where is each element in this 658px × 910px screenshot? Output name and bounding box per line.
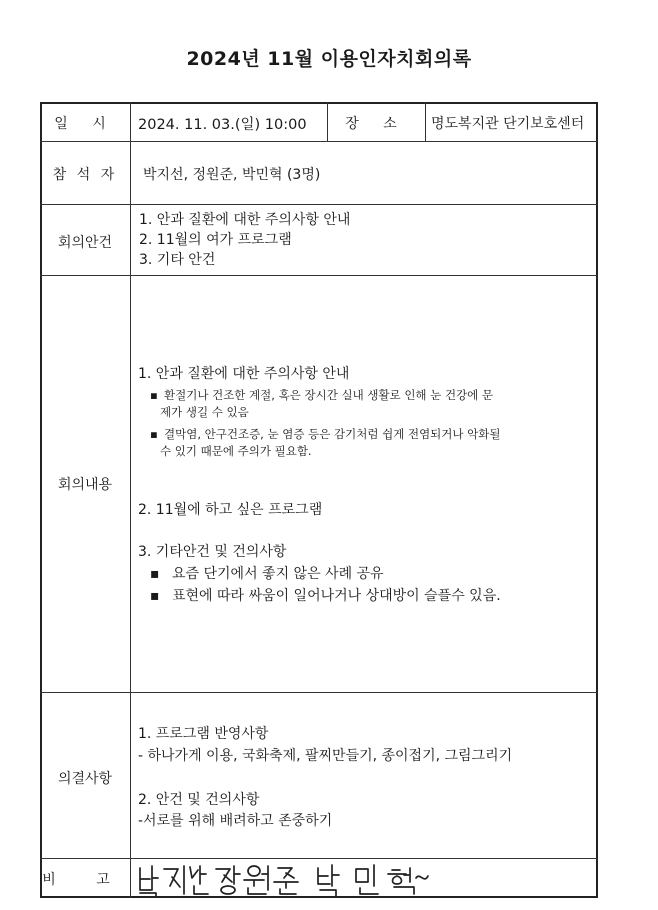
discussion-label: 회의내용	[57, 477, 113, 493]
resolutions-label: 의결사항	[57, 771, 113, 787]
discussion-section2-title: 2. 11월에 하고 싶은 프로그램	[138, 502, 323, 518]
remarks-label: 비 고	[42, 872, 128, 888]
place-label: 장 소	[345, 116, 407, 132]
discussion-section3-bullets	[150, 564, 501, 606]
row-divider	[40, 275, 598, 276]
attendees-label: 참 석 자	[52, 167, 118, 183]
bullet-text: 요즘 단기에서 좋지 않은 사례 공유	[172, 566, 384, 582]
bullet-text: 환절기나 건조한 계절, 혹은 장시간 실내 생활로 인해 눈 건강에 문	[164, 388, 494, 402]
agenda-item: 2. 11월의 여가 프로그램	[139, 232, 292, 248]
handwritten-signatures	[134, 860, 434, 898]
document-title: 2024년 11월 이용인자치회의록	[186, 48, 472, 70]
attendees-value: 박지선, 정원준, 박민혁 (3명)	[143, 167, 321, 183]
agenda-label: 회의안건	[57, 235, 113, 251]
discussion-section1-title: 1. 안과 질환에 대한 주의사항 안내	[138, 366, 350, 382]
row-divider	[40, 858, 598, 859]
bullet-icon: ▪	[150, 566, 160, 582]
date-value: 2024. 11. 03.(일) 10:00	[138, 117, 307, 133]
bullet-icon: ▪	[150, 588, 160, 604]
bullet-icon: ▪	[150, 388, 158, 402]
discussion-section1-bullet	[150, 426, 501, 460]
resolution-item1-detail: - 하나가게 이용, 국화축제, 팔찌만들기, 종이접기, 그림그리기	[138, 748, 513, 764]
resolution-item2-detail: -서로를 위해 배려하고 존중하기	[138, 813, 333, 829]
bullet-text-continued: 수 있기 때문에 주의가 필요함.	[160, 444, 312, 458]
label-column-divider	[130, 102, 131, 898]
agenda-item: 3. 기타 안건	[139, 252, 216, 268]
discussion-section1-bullet	[150, 387, 493, 421]
bullet-text-continued: 제가 생길 수 있음	[160, 405, 249, 419]
resolution-item1-title: 1. 프로그램 반영사항	[138, 726, 269, 742]
row-divider	[40, 141, 598, 142]
bullet-icon: ▪	[150, 427, 158, 441]
bullet-text: 표현에 따라 싸움이 일어나거나 상대방이 슬플수 있음.	[172, 588, 501, 604]
bullet-text: 결막염, 안구건조증, 눈 염증 등은 감기처럼 쉽게 전염되거나 악화될	[164, 427, 501, 441]
agenda-list	[139, 210, 350, 270]
discussion-section3-title: 3. 기타안건 및 건의사항	[138, 544, 287, 560]
place-value: 명도복지관 단기보호센터	[431, 116, 585, 132]
column-divider	[425, 102, 426, 141]
date-label: 일 시	[54, 116, 116, 132]
row-divider	[40, 204, 598, 205]
row-divider	[40, 692, 598, 693]
resolution-item2-title: 2. 안건 및 건의사항	[138, 792, 260, 808]
agenda-item: 1. 안과 질환에 대한 주의사항 안내	[139, 212, 351, 228]
